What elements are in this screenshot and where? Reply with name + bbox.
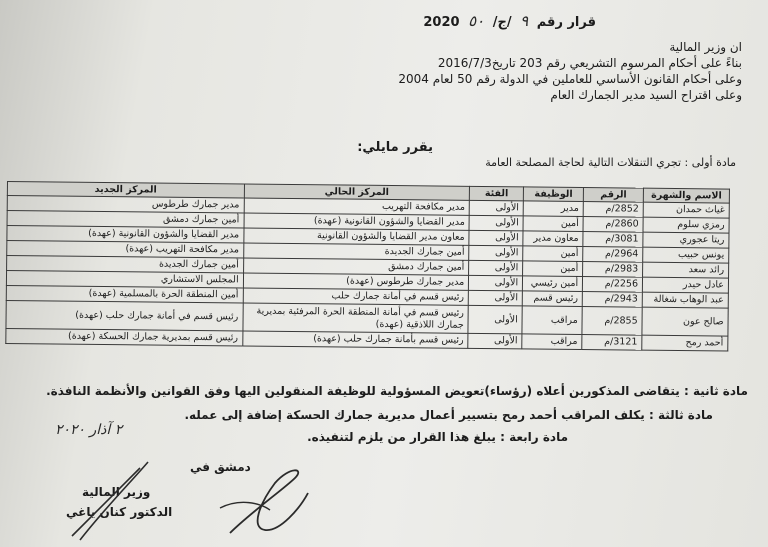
cell-current: معاون مدير القضايا والشؤون القانونية: [244, 228, 470, 245]
cell-new: المجلس الاستشاري: [6, 271, 243, 288]
cell-category: الأولى: [468, 305, 522, 334]
cell-name: ريتا عجوري: [643, 232, 729, 248]
cell-name: رائد سعد: [643, 262, 729, 278]
cell-number: 2964/م: [583, 247, 643, 263]
cell-category: الأولى: [469, 230, 523, 246]
minister-title: وزير المالية: [82, 485, 151, 499]
cell-name: عادل حيدر: [642, 277, 728, 293]
cell-number: 2983/م: [583, 262, 643, 278]
cell-current: أمين جمارك دمشق: [243, 258, 469, 275]
article-2: مادة ثانية : يتقاضى المذكورين أعلاه (رؤساء)تعويض المسؤولية للوظيفة المنقولين اليها وفق القوانين والأنظمة النافذة.: [46, 384, 748, 398]
cell-new: مدير مكافحة التهريب (عهدة): [7, 241, 244, 258]
place-date-label: دمشق في: [190, 460, 251, 474]
article-1: مادة أولى : تجري التنقلات التالية لحاجة المصلحة العامة: [485, 156, 736, 169]
cell-current: رئيس قسم في أمانة المنطقة الحرة المرفئية بمديرية جمارك اللاذقية (عهدة): [243, 303, 469, 333]
cell-new: مدير جمارك طرطوس: [7, 196, 244, 213]
handwritten-date: ٢ آذار ٢٠٢٠: [55, 422, 123, 438]
cell-number: 3081/م: [583, 232, 643, 248]
cell-category: الأولى: [469, 200, 523, 216]
cell-new: رئيس قسم في أمانة جمارك حلب (عهدة): [6, 300, 243, 330]
cell-category: الأولى: [469, 275, 523, 291]
transfers-table: [5, 181, 730, 352]
cell-job: أمين: [523, 216, 583, 232]
cell-name: رمزي سلوم: [643, 217, 729, 233]
minister-name: الدكتور كنان ياغي: [66, 505, 173, 519]
cell-new: أمين جمارك الجديدة: [7, 256, 244, 273]
decision-year: 2020: [423, 15, 460, 30]
cell-job: مراقب: [522, 306, 582, 335]
decision-number-handwritten: ٩: [520, 12, 529, 30]
cell-new: أمين جمارك دمشق: [7, 211, 244, 228]
cell-new: رئيس قسم بمديرية جمارك الحسكة (عهدة): [6, 328, 243, 345]
cell-current: مدير القضايا والشؤون القانونية (عهدة): [244, 213, 470, 230]
col-header-job: الوظيفة: [524, 187, 584, 202]
cell-number: 2852/م: [583, 202, 643, 218]
col-header-category: الفئة: [470, 186, 524, 201]
cell-new: أمين المنطقة الحرة بالمسلمية (عهدة): [6, 285, 243, 302]
cell-current: رئيس قسم في أمانة جمارك حلب: [243, 288, 469, 305]
cell-job: مراقب: [522, 334, 582, 350]
intro-line-2: بناءً على أحكام المرسوم التشريعي رقم 203 تاريخ2016/7/3: [437, 56, 742, 70]
cell-category: الأولى: [468, 290, 522, 306]
decision-ref: /ج/: [492, 15, 512, 30]
cell-name: أحمد رمح: [642, 335, 728, 351]
cell-current: مدير جمارك طرطوس (عهدة): [243, 273, 469, 290]
cell-category: الأولى: [469, 260, 523, 276]
cell-new: مدير القضايا والشؤون القانونية (عهدة): [7, 226, 244, 243]
article-3: مادة ثالثة : يكلف المراقب أحمد رمح بتسيير أعمال مديرية جمارك الحسكة إضافة إلى عمله.: [184, 408, 713, 422]
col-header-name: الاسم والشهرة: [643, 188, 729, 203]
cell-job: أمين رئيسي: [523, 276, 583, 292]
cell-category: الأولى: [469, 215, 523, 231]
cell-number: 2860/م: [583, 217, 643, 233]
cell-name: عبد الوهاب شغالة: [642, 292, 728, 308]
cell-number: 2256/م: [583, 277, 643, 293]
decision-label: قرار رقم: [536, 15, 596, 30]
cell-job: رئيس قسم: [522, 291, 582, 307]
cell-current: مدير مكافحة التهريب: [244, 198, 470, 215]
col-header-new: المركز الجديد: [7, 182, 244, 198]
cell-job: أمين: [523, 246, 583, 262]
decision-number-handwritten-2: ٥٠: [468, 12, 485, 30]
article-4: مادة رابعة : يبلغ هذا القرار من يلزم لتنفيذه.: [307, 430, 568, 444]
col-header-current: المركز الحالي: [244, 184, 470, 200]
cell-category: الأولى: [469, 245, 523, 261]
cell-current: أمين جمارك الجديدة: [243, 243, 469, 260]
decides-heading: يقرر مايلي:: [357, 140, 433, 155]
cell-job: أمين: [523, 261, 583, 277]
decision-number-line: [423, 12, 596, 30]
cell-name: صالح عون: [642, 307, 728, 336]
cell-number: 3121/م: [582, 335, 642, 351]
intro-line-4: وعلى اقتراح السيد مدير الجمارك العام: [550, 88, 742, 102]
col-header-number: الرقم: [583, 188, 643, 203]
cell-job: مدير: [523, 201, 583, 217]
intro-line-1: ان وزير المالية: [669, 40, 742, 54]
cell-current: رئيس قسم بأمانة جمارك حلب (عهدة): [242, 331, 468, 348]
intro-line-3: وعلى أحكام القانون الأساسي للعاملين في الدولة رقم 50 لعام 2004: [398, 72, 742, 86]
cell-job: معاون مدير: [523, 231, 583, 247]
cell-name: غياث حمدان: [643, 202, 729, 218]
signature-mark: [60, 448, 320, 543]
cell-name: يونس حبيب: [643, 247, 729, 263]
cell-category: الأولى: [468, 333, 522, 349]
cell-number: 2943/م: [582, 292, 642, 308]
cell-number: 2855/م: [582, 307, 642, 336]
